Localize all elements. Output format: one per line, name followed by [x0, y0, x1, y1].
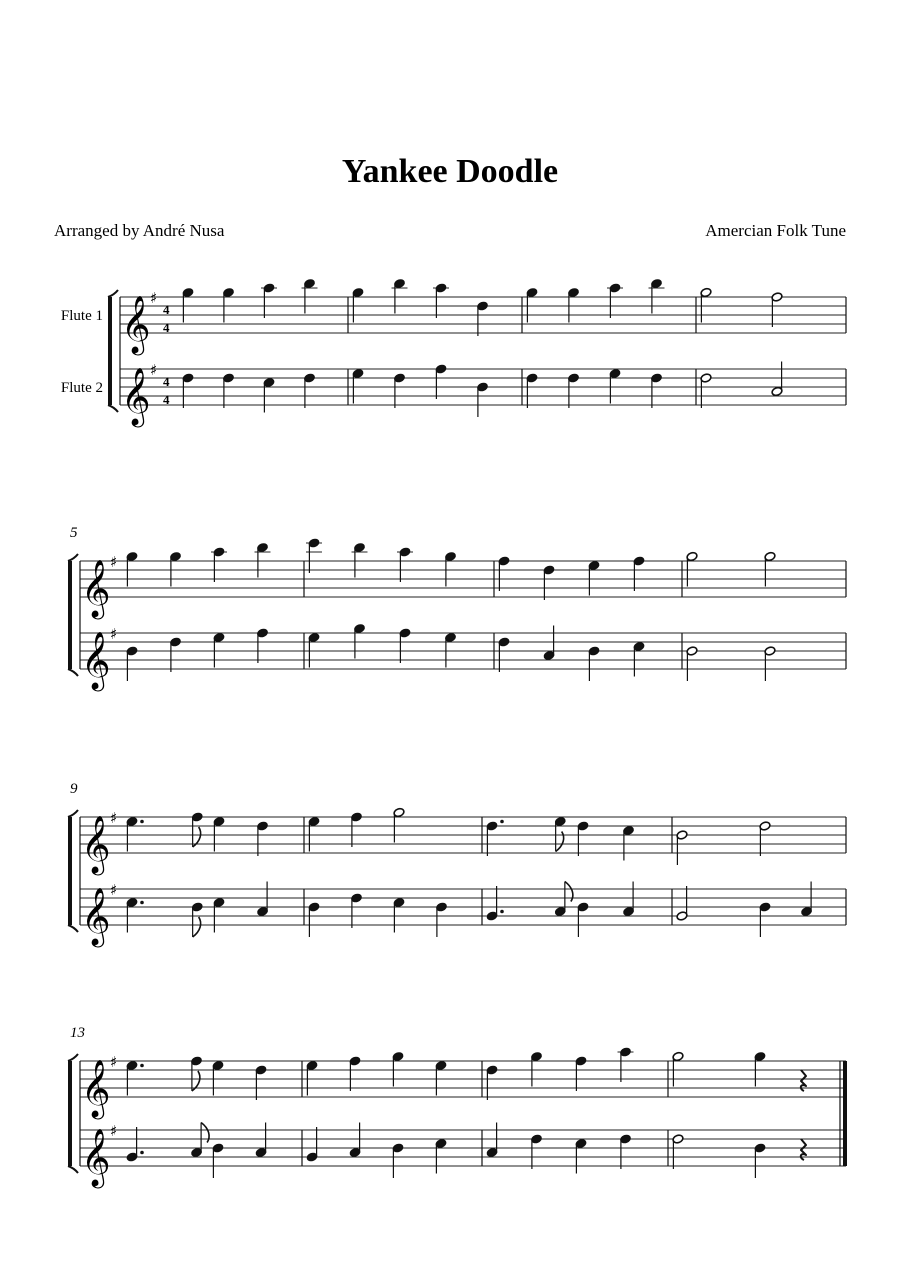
bracket-bottom-hook — [68, 925, 78, 932]
augmentation-dot — [500, 910, 504, 914]
time-signature-upper: 4 — [163, 302, 170, 317]
bracket-top-hook — [108, 290, 118, 297]
augmentation-dot — [140, 901, 144, 905]
treble-clef: 𝄞 — [121, 295, 151, 353]
key-signature-sharp: ♯ — [110, 881, 118, 899]
measure-number: 5 — [70, 525, 78, 541]
key-signature-sharp: ♯ — [150, 289, 158, 307]
key-signature-sharp: ♯ — [110, 625, 118, 643]
arranger-credit: Arranged by André Nusa — [54, 221, 225, 240]
system-bracket — [68, 561, 72, 669]
treble-clef: 𝄞 — [81, 887, 111, 945]
instrument-name-flute2: Flute 2 — [60, 380, 103, 396]
augmentation-dot — [140, 1064, 144, 1068]
time-signature-upper: 4 — [163, 374, 170, 389]
augmentation-dot — [140, 820, 144, 824]
key-signature-sharp: ♯ — [150, 361, 158, 379]
system-bracket — [108, 297, 112, 405]
bracket-bottom-hook — [68, 1166, 78, 1173]
bracket-top-hook — [68, 554, 78, 561]
treble-clef: 𝄞 — [81, 1059, 111, 1117]
systems — [61, 278, 847, 1189]
key-signature-sharp: ♯ — [110, 1122, 118, 1140]
treble-clef: 𝄞 — [81, 815, 111, 873]
augmentation-dot — [500, 820, 504, 824]
bracket-top-hook — [68, 1054, 78, 1061]
system-bracket — [68, 1061, 72, 1166]
bracket-bottom-hook — [108, 405, 118, 412]
augmentation-dot — [140, 1151, 144, 1155]
system-3 — [68, 781, 846, 948]
key-signature-sharp: ♯ — [110, 809, 118, 827]
key-signature-sharp: ♯ — [110, 1053, 118, 1071]
eighth-flag — [193, 917, 201, 937]
treble-clef: 𝄞 — [121, 367, 151, 425]
system-bracket — [68, 817, 72, 925]
bracket-top-hook — [68, 810, 78, 817]
system-4 — [68, 1025, 847, 1189]
treble-clef: 𝄞 — [81, 631, 111, 689]
treble-clef: 𝄞 — [81, 1128, 111, 1186]
final-thick-barline — [843, 1061, 847, 1166]
composer-credit: Amercian Folk Tune — [705, 221, 846, 240]
key-signature-sharp: ♯ — [110, 553, 118, 571]
measure-number: 13 — [70, 1025, 85, 1041]
instrument-name-flute1: Flute 1 — [60, 308, 103, 324]
time-signature-lower: 4 — [163, 392, 170, 407]
system-1 — [61, 278, 846, 428]
bracket-bottom-hook — [68, 669, 78, 676]
treble-clef: 𝄞 — [81, 559, 111, 617]
measure-number: 9 — [70, 781, 78, 797]
score-title: Yankee Doodle — [341, 153, 559, 190]
time-signature-lower: 4 — [163, 320, 170, 335]
system-2 — [68, 525, 846, 692]
